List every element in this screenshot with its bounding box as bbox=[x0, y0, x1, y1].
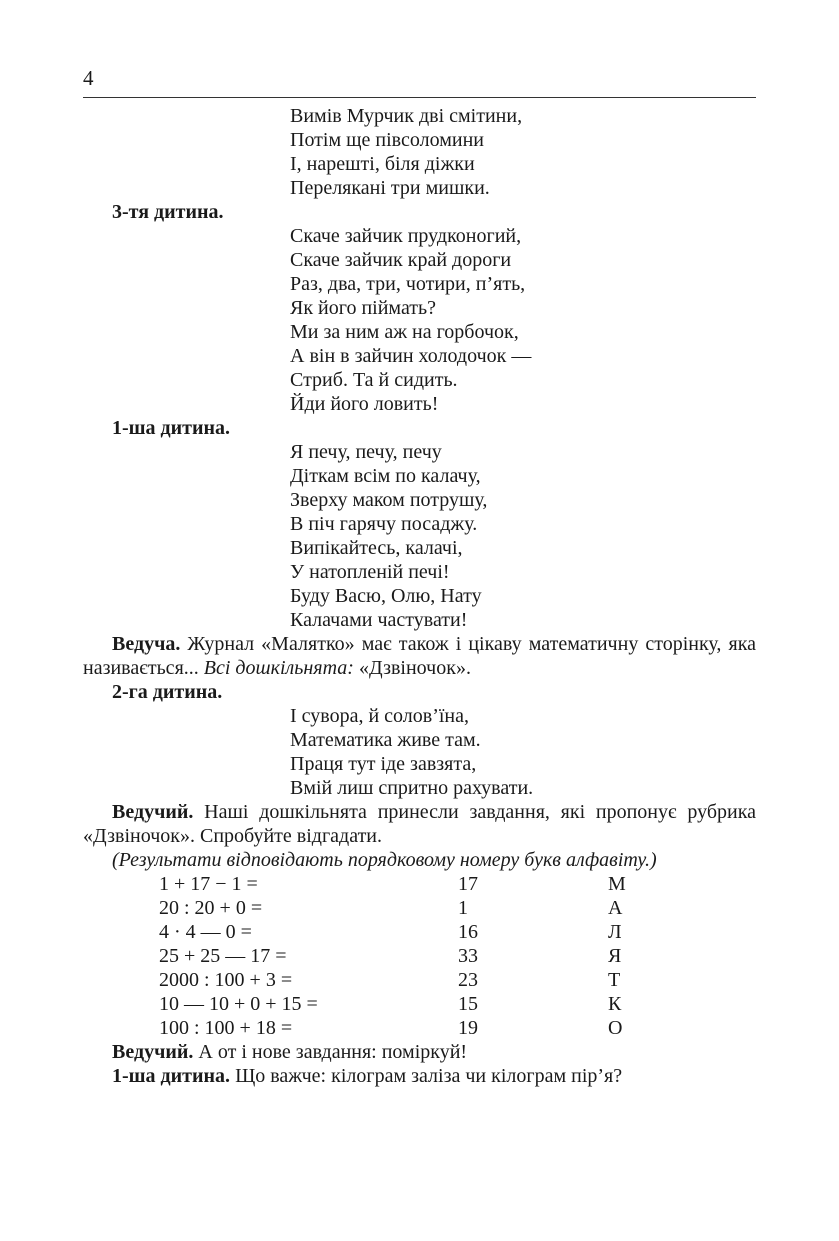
task-answer: 23 bbox=[458, 969, 478, 991]
paragraph-text: Наші дошкільнята принесли завдання, які пропонує рубрика «Дзвіночок». Спробуйте відгадати. bbox=[83, 801, 756, 847]
verse-line: І, нарешті, біля діжки bbox=[290, 153, 475, 175]
speaker-label: 3-тя дитина. bbox=[112, 201, 224, 223]
task-row bbox=[83, 968, 756, 992]
paragraph-text: А от і нове завдання: поміркуй! bbox=[193, 1041, 468, 1063]
task-letter: Т bbox=[608, 969, 621, 991]
task-row bbox=[83, 992, 756, 1016]
verse-line: Буду Васю, Олю, Нату bbox=[290, 585, 482, 607]
verse-line: І сувора, й солов’їна, bbox=[290, 705, 469, 727]
verse-line: Стриб. Та й сидить. bbox=[290, 369, 458, 391]
verse-line: Як його піймать? bbox=[290, 297, 437, 319]
verse-line: Я печу, печу, печу bbox=[290, 441, 442, 463]
verse-block-c bbox=[83, 440, 756, 632]
verse-line: Йди його ловить! bbox=[290, 393, 439, 415]
paragraph-text: «Дзвіночок». bbox=[353, 657, 471, 679]
verse-line: Перелякані три мишки. bbox=[290, 177, 490, 199]
verse-line: А він в зайчин холодочок — bbox=[290, 345, 532, 367]
task-expression: 20 : 20 + 0 = bbox=[159, 897, 263, 919]
paragraph-text: Журнал «Малятко» має також і цікаву математичну сторінку, яка називається... bbox=[83, 633, 756, 679]
header-rule bbox=[83, 97, 756, 98]
task-letter: К bbox=[608, 993, 622, 1015]
verse-line: Математика живе там. bbox=[290, 729, 481, 751]
task-table bbox=[83, 872, 756, 1040]
task-row bbox=[83, 944, 756, 968]
verse-line: В піч гарячу посаджу. bbox=[290, 513, 478, 535]
task-row bbox=[83, 872, 756, 896]
speaker-label: 1-ша дитина. bbox=[112, 1065, 231, 1087]
verse-block-a bbox=[83, 104, 756, 200]
verse-line: Зверху маком потрушу, bbox=[290, 489, 488, 511]
verse-line: Діткам всім по калачу, bbox=[290, 465, 481, 487]
verse-line: Калачами частувати! bbox=[290, 609, 468, 631]
task-letter: А bbox=[608, 897, 623, 919]
verse-line: Потім ще півсоломини bbox=[290, 129, 484, 151]
task-letter: Я bbox=[608, 945, 622, 967]
task-answer: 17 bbox=[458, 873, 478, 895]
speaker-label: Ведуча. bbox=[112, 633, 181, 655]
task-row bbox=[83, 920, 756, 944]
verse-line: Випікайтесь, калачі, bbox=[290, 537, 463, 559]
paragraph-text: Що важче: кілограм заліза чи кілограм пір’я? bbox=[230, 1065, 623, 1087]
task-answer: 33 bbox=[458, 945, 478, 967]
task-expression: 10 — 10 + 0 + 15 = bbox=[159, 993, 318, 1015]
page-number: 4 bbox=[83, 66, 94, 90]
verse-line: Вмій лиш спритно рахувати. bbox=[290, 777, 534, 799]
closing-child bbox=[83, 1064, 756, 1088]
verse-line: Вимів Мурчик дві смітини, bbox=[290, 105, 523, 127]
task-row bbox=[83, 896, 756, 920]
speaker-label: 1-ша дитина. bbox=[112, 417, 231, 439]
speaker-label: Ведучий. bbox=[112, 801, 194, 823]
verse-line: Скаче зайчик прудконогий, bbox=[290, 225, 522, 247]
task-letter: О bbox=[608, 1017, 623, 1039]
verse-line: Скаче зайчик край дороги bbox=[290, 249, 512, 271]
verse-line: Ми за ним аж на горбочок, bbox=[290, 321, 519, 343]
document-page bbox=[83, 62, 756, 1088]
paragraph-veduchyi bbox=[83, 800, 756, 848]
task-expression: 4 · 4 — 0 = bbox=[159, 921, 252, 943]
task-letter: М bbox=[608, 873, 626, 895]
task-answer: 19 bbox=[458, 1017, 478, 1039]
verse-line: Праця тут іде завзята, bbox=[290, 753, 477, 775]
speaker-label: 2-га дитина. bbox=[112, 681, 223, 703]
closing-veduchyi bbox=[83, 1040, 756, 1064]
task-answer: 16 bbox=[458, 921, 478, 943]
verse-line: Раз, два, три, чотири, п’ять, bbox=[290, 273, 526, 295]
verse-block-d bbox=[83, 704, 756, 800]
italic-note: (Результати відповідають порядковому номеру букв алфавіту.) bbox=[112, 849, 657, 871]
paragraph-veducha bbox=[83, 632, 756, 680]
verse-block-b bbox=[83, 224, 756, 416]
task-expression: 1 + 17 − 1 = bbox=[159, 873, 258, 895]
verse-line: У натопленій печі! bbox=[290, 561, 450, 583]
task-letter: Л bbox=[608, 921, 622, 943]
task-expression: 25 + 25 — 17 = bbox=[159, 945, 287, 967]
paragraph-italic: Всі дошкільнята: bbox=[203, 657, 354, 679]
task-answer: 1 bbox=[458, 897, 468, 919]
task-answer: 15 bbox=[458, 993, 478, 1015]
speaker-label: Ведучий. bbox=[112, 1041, 194, 1063]
task-expression: 100 : 100 + 18 = bbox=[159, 1017, 293, 1039]
task-row bbox=[83, 1016, 756, 1040]
task-expression: 2000 : 100 + 3 = bbox=[159, 969, 293, 991]
